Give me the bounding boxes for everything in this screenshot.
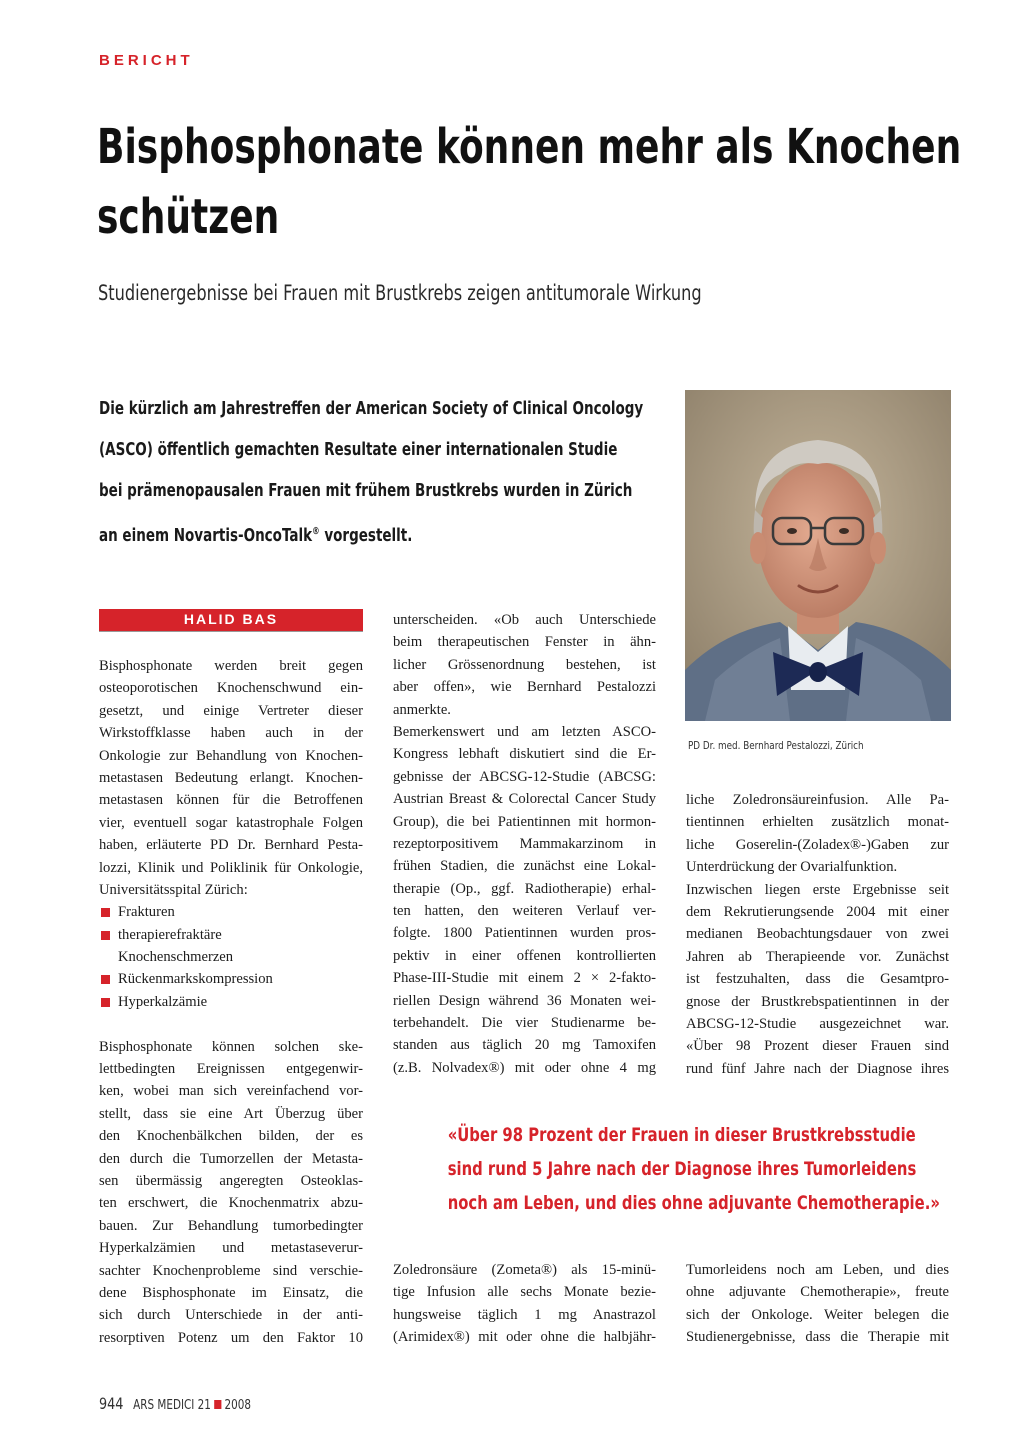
text-line: resorptiven Potenz um den Faktor 10 [99, 1329, 363, 1346]
text-line: osteoporotischen Knochenschwund ein- [99, 680, 363, 697]
text-line: dem Rekrutierungsende 2004 mit einer [686, 903, 949, 920]
text-line: liche Zoledronsäureinfusion. Alle Pa- [686, 792, 949, 808]
text-line: dene Bisphosphonate im Einsatz, die [99, 1284, 363, 1301]
text-line: Bemerkenswert und am letzten ASCO- [393, 723, 656, 740]
text-line: ten erschwert, die Knochenmatrix abzu- [99, 1195, 363, 1212]
text-line: pektiv in einer offenen kontrollierten [393, 947, 656, 964]
text-line: Jahren ab Therapieende vor. Zunächst [686, 948, 949, 965]
portrait-photo [685, 390, 951, 721]
bullet-square-icon [101, 975, 110, 984]
text-line: anmerkte. [393, 701, 451, 718]
text-line: medianen Beobachtungsdauer von zwei [686, 926, 949, 943]
text-line: licher Grössenordnung bestehen, ist [393, 656, 656, 673]
list-item-continuation: Knochenschmerzen [118, 949, 234, 966]
text-line: lettbedingten Ereignissen entgegenwir- [99, 1061, 363, 1078]
text-line: lozzi, Klinik und Poliklinik für Onkologie, [99, 859, 363, 876]
list-item: therapierefraktäre [99, 924, 363, 946]
text-line: tientinnen erhielten zusätzlich monat- [686, 814, 949, 831]
text-line: metastasen können für die Betroffenen [99, 792, 363, 809]
text-line: haben, erläuterte PD Dr. Bernhard Pesta- [99, 837, 363, 854]
text-line: gebnisse der ABCSG-12-Studie (ABCSG: [393, 768, 656, 785]
headline-line: schützen [97, 189, 280, 245]
text-line: sen übermässig angeregten Osteoklas- [99, 1172, 363, 1189]
page-number: 944 [99, 1394, 124, 1413]
lead-line: bei prämenopausalen Frauen mit frühem Brustkrebs wurden in Zürich [99, 480, 633, 501]
text-line: gesetzt, und einige Vertreter dieser [99, 702, 363, 719]
list-item: Rückenmarkskompression [99, 968, 363, 990]
article-headline [97, 112, 1024, 252]
article-subtitle: Studienergebnisse bei Frauen mit Brustkrebs zeigen antitumorale Wirkung [98, 281, 702, 305]
text-line: Inzwischen liegen erste Ergebnisse seit [686, 881, 949, 898]
column-1 [99, 655, 363, 1349]
text-line: Bisphosphonate können solchen ske- [99, 1038, 363, 1055]
text-line: Onkologie zur Behandlung von Knochen- [99, 747, 363, 764]
column-2-bottom [393, 1259, 656, 1349]
text-line: stellt, dass sie eine Art Überzug über [99, 1105, 363, 1122]
text-line: Studienergebnisse, dass die Therapie mit [686, 1329, 949, 1346]
text-line: aber offen», wie Bernhard Pestalozzi [393, 679, 656, 696]
text-line: Austrian Breast & Colorectal Cancer Study [393, 791, 656, 808]
column-3-top [686, 789, 949, 1080]
bullet-square-icon [101, 998, 110, 1007]
text-line: den durch die Tumorzellen der Metasta- [99, 1150, 363, 1167]
author-name: HALID BAS [183, 611, 279, 627]
separator-square-icon [214, 1400, 221, 1409]
text-line: (Arimidex®) mit oder ohne die halbjähr- [393, 1329, 656, 1346]
page-footer [99, 1394, 251, 1413]
photo-caption: PD Dr. med. Bernhard Pestalozzi, Zürich [688, 739, 864, 752]
bullet-square-icon [101, 908, 110, 917]
lead-line: Die kürzlich am Jahrestreffen der American Society of Clinical Oncology [99, 398, 644, 419]
text-line: therapie (Op., ggf. Radiotherapie) erhal- [393, 880, 656, 897]
text-line: metastasen Bedeutung erlangt. Knochen- [99, 769, 363, 786]
text-line: (z.B. Nolvadex®) mit oder ohne 4 mg [393, 1059, 656, 1076]
text-line: ABCSG-12-Studie ausgezeichnet war. [686, 1015, 949, 1032]
text-line: unterscheiden. «Ob auch Unterschiede [393, 612, 656, 628]
journal-year: 2008 [224, 1398, 251, 1413]
lead-line: an einem Novartis-OncoTalk® vorgestellt. [99, 525, 413, 546]
text-line: Group), die bei Patientinnen mit hormon- [393, 813, 656, 830]
text-line: ten hatten, den weiteren Verlauf ver- [393, 903, 656, 920]
text-line: bauen. Zur Behandlung tumorbedingter [99, 1217, 363, 1234]
lead-line: (ASCO) öffentlich gemachten Resultate einer internationalen Studie [99, 439, 618, 460]
text-line: gnose der Brustkrebspatientinnen in der [686, 993, 949, 1010]
text-line: den Knochenbälkchen bilden, der es [99, 1128, 363, 1145]
pull-quote-line: noch am Leben, und dies ohne adjuvante Chemotherapie.» [447, 1192, 940, 1214]
text-line: liche Goserelin-(Zoladex®-)Gaben zur [686, 836, 949, 853]
portrait-illustration [685, 390, 951, 721]
text-line: rund fünf Jahre nach der Diagnose ihres [686, 1060, 949, 1077]
text-line: ken, wobei man sich vereinfachend vor- [99, 1083, 363, 1100]
text-line: Tumorleidens noch am Leben, und dies [686, 1262, 949, 1278]
text-line: Zoledronsäure (Zometa®) als 15-minü- [393, 1262, 656, 1278]
list-item: Frakturen [99, 901, 363, 923]
text-line: Universitätsspital Zürich: [99, 881, 248, 898]
text-line: Bisphosphonate werden breit gegen [99, 658, 363, 674]
text-line: Unterdrückung der Ovarialfunktion. [686, 859, 898, 876]
text-line: Wirkstoffklasse haben auch in der [99, 725, 363, 742]
text-line: tige Infusion alle sechs Monate bezie- [393, 1284, 656, 1301]
text-line: folgte. 1800 Patientinnen wurden pros- [393, 925, 656, 942]
text-line: ohne adjuvante Chemotherapie», freute [686, 1284, 949, 1301]
text-line: hungsweise täglich 1 mg Anastrazol [393, 1306, 656, 1323]
text-line: «Über 98 Prozent dieser Frauen sind [686, 1038, 949, 1055]
text-line: sich der Onkologe. Weiter belegen die [686, 1306, 949, 1323]
pull-quote [385, 1118, 955, 1220]
list-item: Hyperkalzämie [99, 991, 363, 1013]
column-3-bottom [686, 1259, 949, 1349]
pull-quote-line: «Über 98 Prozent der Frauen in dieser Brustkrebsstudie [447, 1124, 916, 1146]
pull-quote-line: sind rund 5 Jahre nach der Diagnose ihres Tumorleidens [447, 1158, 917, 1180]
author-byline [99, 609, 363, 632]
text-line: terbehandelt. Die vier Studienarme be- [393, 1015, 656, 1032]
bullet-square-icon [101, 931, 110, 940]
text-line: standen aus täglich 20 mg Tamoxifen [393, 1037, 656, 1054]
text-line: Hyperkalzämien und metastaseverur- [99, 1240, 363, 1257]
text-line: frühen Stadien, die zunächst eine Lokal- [393, 858, 656, 875]
text-line: Phase-III-Studie mit einem 2 × 2-fakto- [393, 970, 656, 987]
section-label: BERICHT [99, 52, 194, 69]
text-line: sich durch Unterschiede in der anti- [99, 1307, 363, 1324]
text-line: Kongress lebhaft diskutiert sind die Er- [393, 746, 656, 763]
text-line: ist festzuhalten, dass die Gesamtpro- [686, 971, 949, 988]
text-line: beim therapeutischen Fenster in ähn- [393, 634, 656, 651]
text-line: rezeptorpositivem Mammakarzinom in [393, 835, 656, 852]
headline-line: Bisphosphonate können mehr als Knochen [97, 119, 962, 175]
column-2-top [393, 609, 656, 1079]
text-line: sachter Knochenprobleme sind verschie- [99, 1262, 363, 1279]
journal-name: ARS MEDICI 21 [133, 1398, 211, 1413]
text-line: riellen Design während 36 Monaten wei- [393, 992, 656, 1009]
text-line: vier, eventuell sogar katastrophale Folgen [99, 814, 363, 831]
